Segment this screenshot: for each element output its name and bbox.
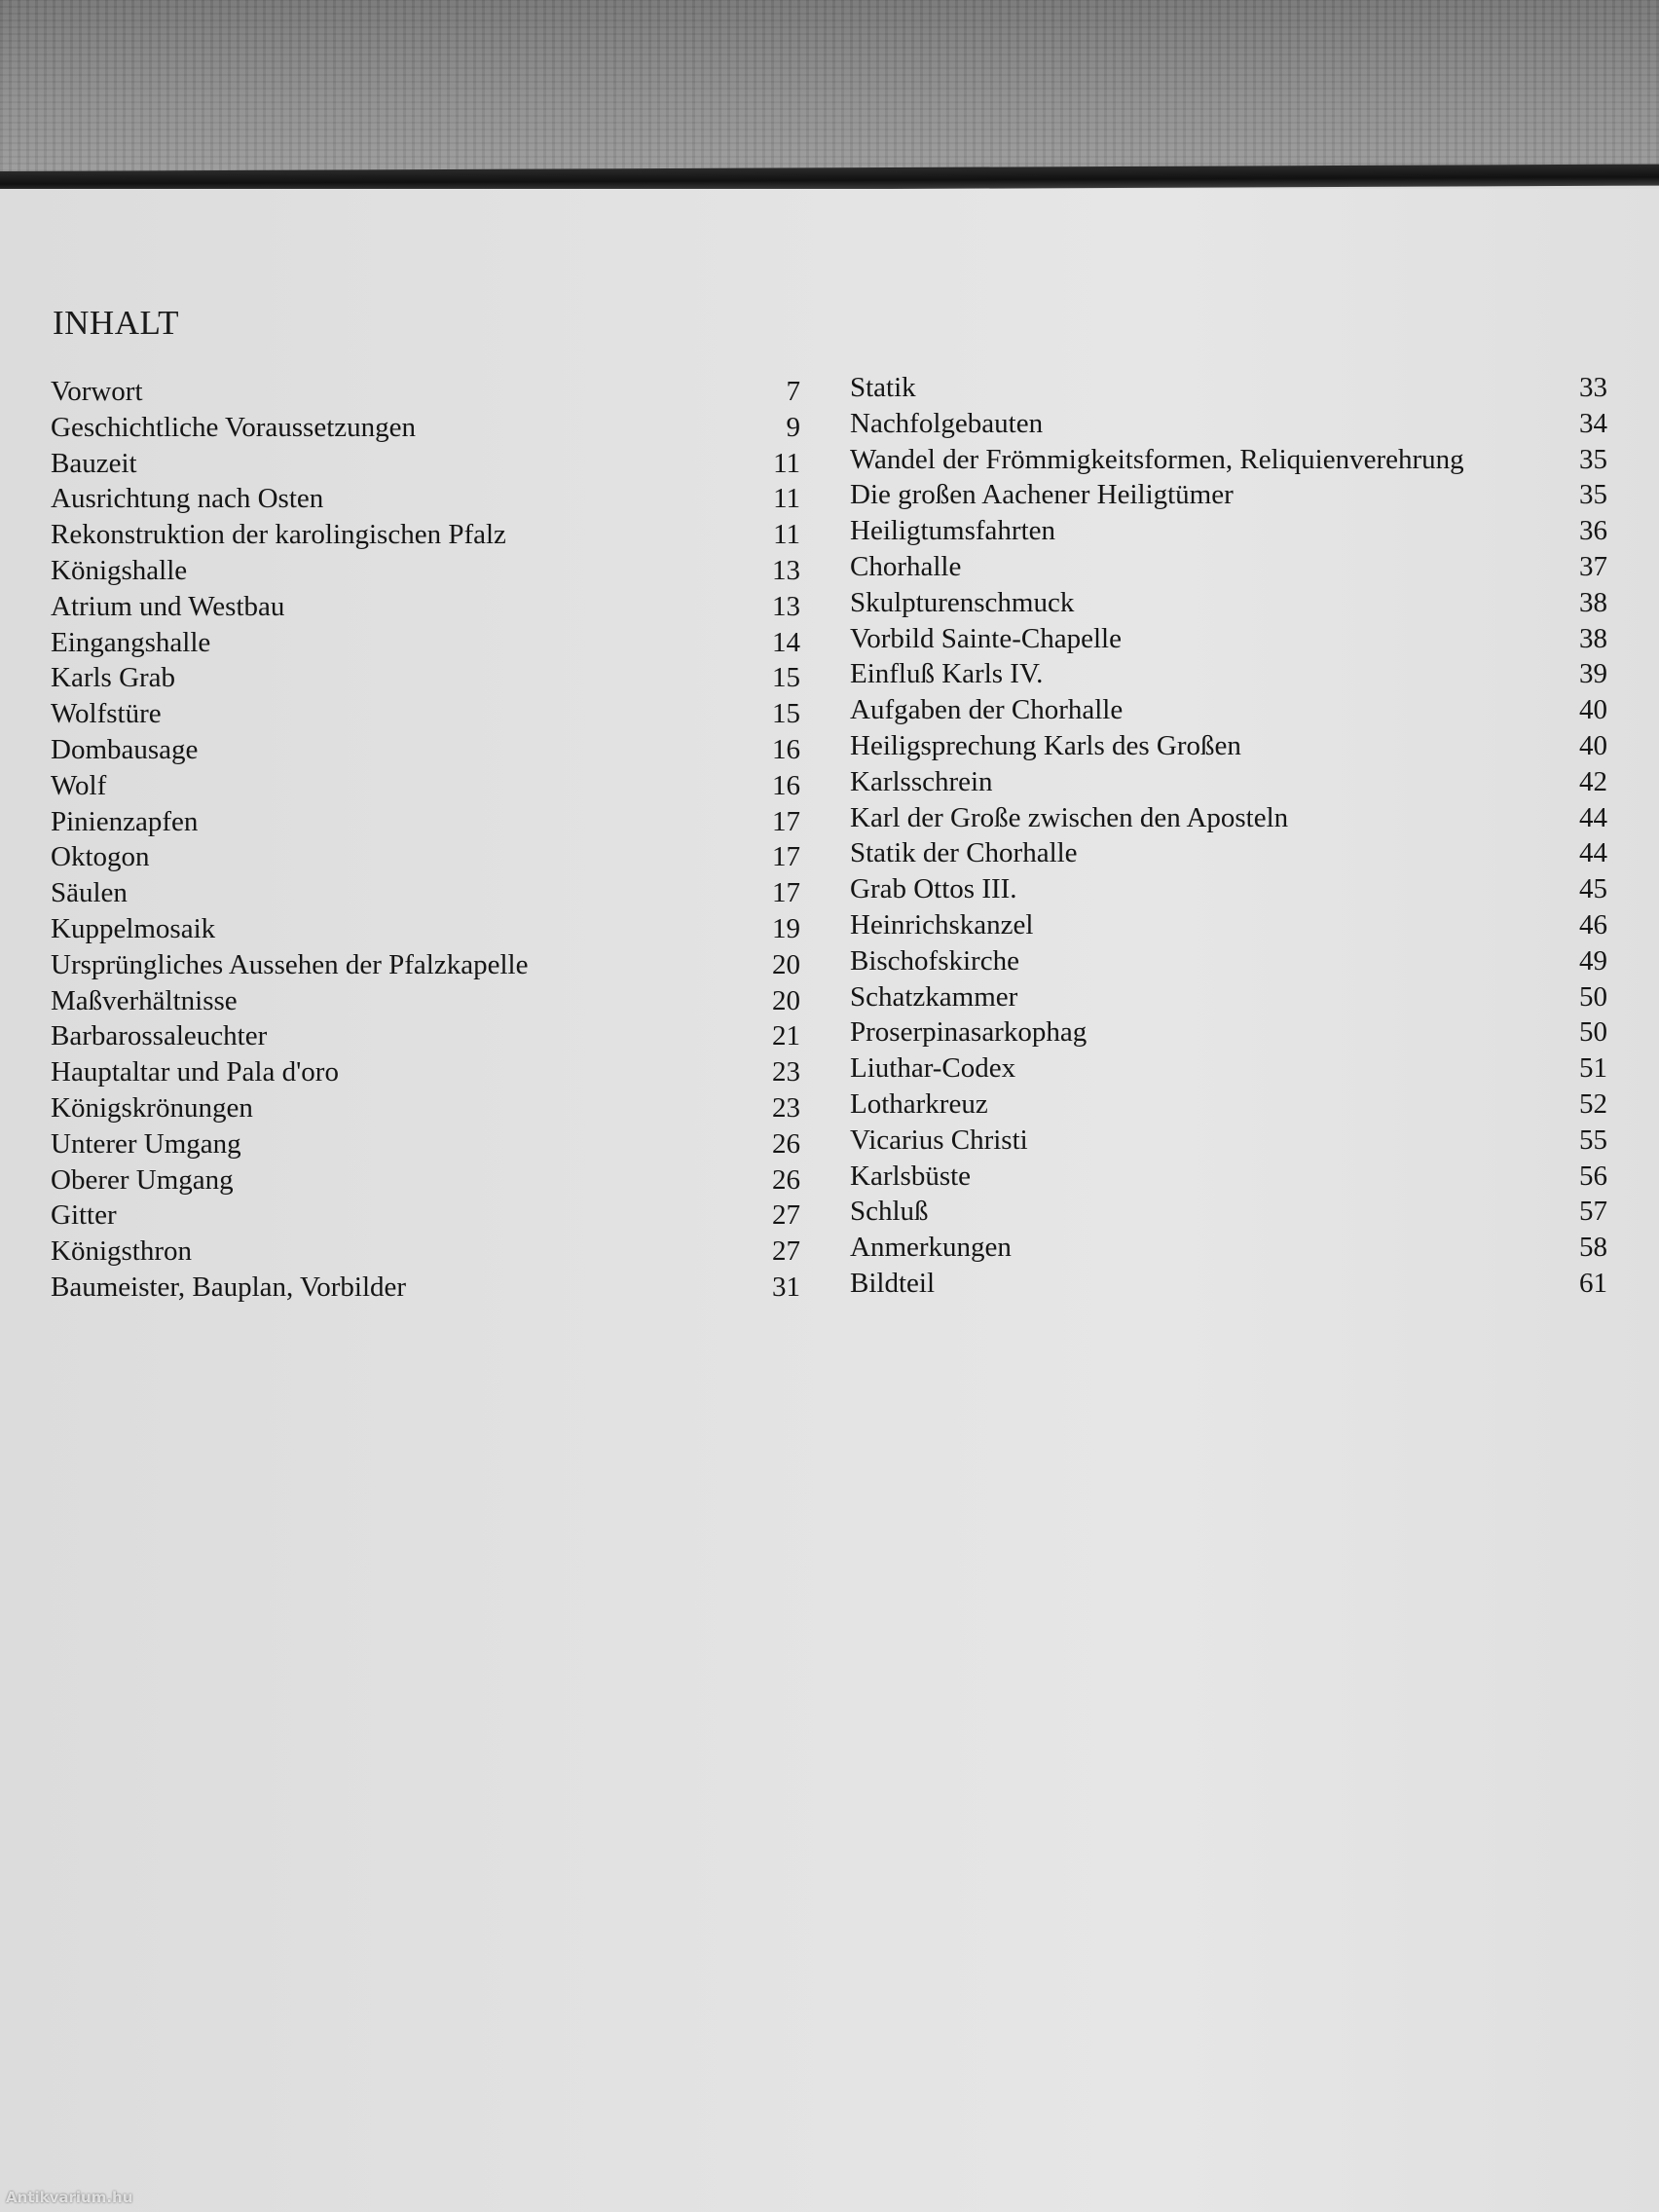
toc-entry-title: Die großen Aachener Heiligtümer xyxy=(850,479,1234,511)
toc-entry-page-number: 7 xyxy=(786,376,800,407)
toc-entry xyxy=(850,513,1607,549)
toc-entry xyxy=(51,1198,800,1234)
toc-entry-page-number: 44 xyxy=(1579,801,1607,833)
toc-entry-page-number: 46 xyxy=(1579,908,1607,940)
toc-entry xyxy=(51,1270,800,1306)
toc-entry xyxy=(51,804,800,840)
toc-entry-title: Karlsbüste xyxy=(850,1160,972,1192)
toc-entry xyxy=(850,1230,1607,1266)
toc-entry-page-number: 23 xyxy=(772,1091,800,1124)
toc-entry-title: Kuppelmosaik xyxy=(51,912,216,944)
book-page xyxy=(0,189,1659,2212)
toc-entry-page-number: 17 xyxy=(772,877,800,909)
toc-entry-page-number: 40 xyxy=(1579,729,1607,761)
toc-entry xyxy=(51,1162,800,1198)
toc-entry-page-number: 27 xyxy=(772,1199,800,1232)
toc-entry xyxy=(850,549,1607,585)
toc-entry-page-number: 44 xyxy=(1579,837,1607,869)
toc-entry-page-number: 37 xyxy=(1579,550,1607,582)
toc-entry xyxy=(51,1018,800,1054)
toc-entry-page-number: 57 xyxy=(1579,1196,1607,1228)
toc-entry-page-number: 11 xyxy=(773,519,800,551)
toc-entry xyxy=(850,1123,1607,1159)
toc-entry-page-number: 35 xyxy=(1579,479,1607,511)
toc-entry-page-number: 11 xyxy=(773,447,800,479)
toc-entry xyxy=(850,585,1607,621)
toc-entry-page-number: 49 xyxy=(1579,944,1607,977)
toc-entry-title: Bauzeit xyxy=(51,447,137,479)
toc-entry-page-number: 11 xyxy=(773,483,800,515)
toc-entry-page-number: 61 xyxy=(1579,1267,1607,1299)
toc-entry xyxy=(51,696,800,732)
toc-entry-page-number: 15 xyxy=(772,698,800,730)
toc-entry-page-number: 51 xyxy=(1579,1052,1607,1085)
toc-entry-title: Aufgaben der Chorhalle xyxy=(850,694,1124,726)
toc-entry xyxy=(51,947,800,983)
toc-entry xyxy=(51,1126,800,1162)
toc-entry xyxy=(850,907,1607,943)
toc-entry xyxy=(51,589,800,625)
toc-entry xyxy=(51,839,800,875)
toc-entry xyxy=(51,911,800,947)
toc-entry-page-number: 20 xyxy=(772,948,800,980)
toc-entry-page-number: 26 xyxy=(772,1127,800,1160)
toc-entry xyxy=(850,835,1607,871)
toc-entry-page-number: 40 xyxy=(1579,694,1607,726)
toc-entry-title: Vicarius Christi xyxy=(850,1124,1028,1156)
toc-entry-page-number: 9 xyxy=(786,411,800,443)
toc-entry-title: Chorhalle xyxy=(850,550,962,582)
toc-right-column xyxy=(850,370,1607,1302)
toc-entry-title: Vorwort xyxy=(51,376,143,407)
toc-entry xyxy=(51,374,800,410)
toc-entry-title: Atrium und Westbau xyxy=(51,590,285,622)
toc-entry-page-number: 56 xyxy=(1579,1160,1607,1192)
toc-entry xyxy=(51,1090,800,1126)
toc-entry-title: Königshalle xyxy=(51,554,188,586)
toc-entry-title: Rekonstruktion der karolingischen Pfalz xyxy=(51,519,506,551)
toc-entry-page-number: 38 xyxy=(1579,622,1607,654)
toc-entry-title: Gitter xyxy=(51,1199,117,1232)
toc-entry xyxy=(850,692,1607,728)
toc-entry xyxy=(850,1014,1607,1051)
toc-entry-title: Grab Ottos III. xyxy=(850,873,1017,905)
toc-entry-title: Hauptaltar und Pala d'oro xyxy=(51,1056,339,1088)
toc-entry-title: Wolf xyxy=(51,769,107,801)
toc-entry xyxy=(51,768,800,804)
toc-entry-title: Wandel der Frömmigkeitsformen, Reliquienverehrung xyxy=(850,443,1464,475)
toc-entry xyxy=(850,406,1607,442)
toc-entry-page-number: 17 xyxy=(772,841,800,873)
toc-entry-title: Ausrichtung nach Osten xyxy=(51,483,324,515)
toc-entry xyxy=(850,370,1607,406)
toc-entry-page-number: 45 xyxy=(1579,873,1607,905)
toc-entry xyxy=(51,1054,800,1090)
toc-entry xyxy=(51,660,800,696)
toc-entry-page-number: 16 xyxy=(772,733,800,765)
toc-entry-page-number: 16 xyxy=(772,769,800,801)
toc-entry-page-number: 50 xyxy=(1579,1016,1607,1049)
toc-entry xyxy=(51,983,800,1019)
toc-entry-title: Schatzkammer xyxy=(850,980,1018,1013)
toc-entry xyxy=(850,728,1607,764)
toc-entry-title: Bildteil xyxy=(850,1267,935,1299)
toc-entry-title: Lotharkreuz xyxy=(850,1088,988,1120)
toc-entry-title: Oberer Umgang xyxy=(51,1163,234,1196)
toc-entry-page-number: 17 xyxy=(772,805,800,837)
toc-entry xyxy=(850,442,1607,478)
toc-entry-title: Königsthron xyxy=(51,1235,192,1268)
toc-entry xyxy=(850,764,1607,800)
toc-entry-page-number: 39 xyxy=(1579,658,1607,690)
toc-entry-page-number: 23 xyxy=(772,1056,800,1088)
toc-entry-page-number: 33 xyxy=(1579,372,1607,403)
toc-entry xyxy=(51,553,800,589)
toc-entry xyxy=(51,481,800,517)
toc-entry xyxy=(51,517,800,553)
toc-entry-title: Dombausage xyxy=(51,733,199,765)
toc-entry xyxy=(850,1087,1607,1123)
toc-entry xyxy=(850,621,1607,657)
toc-entry-title: Wolfstüre xyxy=(51,698,162,730)
toc-entry xyxy=(850,871,1607,907)
toc-entry xyxy=(51,732,800,768)
toc-entry-title: Oktogon xyxy=(51,841,150,873)
toc-entry xyxy=(51,625,800,661)
toc-entry xyxy=(850,800,1607,836)
toc-entry-page-number: 14 xyxy=(772,626,800,658)
toc-entry-page-number: 55 xyxy=(1579,1124,1607,1156)
watermark: Antikvarium.hu xyxy=(6,2189,133,2206)
toc-entry xyxy=(850,1194,1607,1230)
toc-entry xyxy=(51,1234,800,1270)
page-title: INHALT xyxy=(53,304,180,342)
toc-entry xyxy=(51,410,800,446)
toc-entry-title: Vorbild Sainte-Chapelle xyxy=(850,622,1122,654)
toc-entry xyxy=(51,446,800,482)
toc-entry-title: Nachfolgebauten xyxy=(850,407,1044,439)
toc-entry-title: Karls Grab xyxy=(51,662,176,694)
toc-entry-title: Karlsschrein xyxy=(850,765,993,797)
toc-entry-title: Unterer Umgang xyxy=(51,1127,241,1160)
toc-entry-title: Barbarossaleuchter xyxy=(51,1020,268,1052)
toc-entry-title: Heinrichskanzel xyxy=(850,908,1034,940)
toc-entry-page-number: 31 xyxy=(772,1271,800,1303)
toc-entry-title: Statik der Chorhalle xyxy=(850,837,1078,869)
toc-entry xyxy=(850,1266,1607,1302)
toc-entry xyxy=(850,943,1607,979)
toc-entry-title: Pinienzapfen xyxy=(51,805,199,837)
toc-entry-title: Anmerkungen xyxy=(850,1232,1012,1264)
toc-entry-title: Heiligsprechung Karls des Großen xyxy=(850,729,1241,761)
toc-entry-page-number: 58 xyxy=(1579,1232,1607,1264)
toc-entry-title: Einfluß Karls IV. xyxy=(850,658,1044,690)
toc-entry xyxy=(850,477,1607,513)
toc-entry-page-number: 19 xyxy=(772,912,800,944)
toc-entry-page-number: 36 xyxy=(1579,515,1607,547)
toc-entry-title: Liuthar-Codex xyxy=(850,1052,1016,1085)
toc-entry xyxy=(850,1051,1607,1087)
toc-entry-title: Skulpturenschmuck xyxy=(850,586,1075,618)
toc-entry-page-number: 50 xyxy=(1579,980,1607,1013)
toc-entry-page-number: 35 xyxy=(1579,443,1607,475)
toc-entry-title: Bischofskirche xyxy=(850,944,1019,977)
toc-entry-title: Geschichtliche Voraussetzungen xyxy=(51,411,417,443)
toc-entry-title: Eingangshalle xyxy=(51,626,211,658)
toc-entry xyxy=(850,656,1607,692)
toc-entry-page-number: 34 xyxy=(1579,407,1607,439)
background-surface xyxy=(0,0,1659,185)
toc-left-column xyxy=(51,374,800,1306)
toc-entry-title: Statik xyxy=(850,372,916,403)
toc-entry xyxy=(850,1159,1607,1195)
toc-entry-page-number: 27 xyxy=(772,1235,800,1268)
toc-entry-page-number: 15 xyxy=(772,662,800,694)
toc-entry-page-number: 38 xyxy=(1579,586,1607,618)
toc-entry-page-number: 26 xyxy=(772,1163,800,1196)
toc-entry xyxy=(850,979,1607,1015)
toc-entry-page-number: 13 xyxy=(772,590,800,622)
toc-entry-title: Karl der Große zwischen den Aposteln xyxy=(850,801,1289,833)
toc-entry-title: Schluß xyxy=(850,1196,929,1228)
toc-entry-page-number: 21 xyxy=(772,1020,800,1052)
toc-entry-title: Königskrönungen xyxy=(51,1091,253,1124)
toc-entry-title: Proserpinasarkophag xyxy=(850,1016,1088,1049)
toc-entry-page-number: 20 xyxy=(772,984,800,1016)
toc-entry-page-number: 52 xyxy=(1579,1088,1607,1120)
toc-entry-title: Heiligtumsfahrten xyxy=(850,515,1056,547)
toc-entry-page-number: 13 xyxy=(772,554,800,586)
toc-entry-title: Säulen xyxy=(51,877,128,909)
toc-entry-title: Baumeister, Bauplan, Vorbilder xyxy=(51,1271,407,1303)
toc-entry xyxy=(51,875,800,911)
toc-entry-page-number: 42 xyxy=(1579,765,1607,797)
toc-entry-title: Ursprüngliches Aussehen der Pfalzkapelle xyxy=(51,948,529,980)
toc-entry-title: Maßverhältnisse xyxy=(51,984,238,1016)
